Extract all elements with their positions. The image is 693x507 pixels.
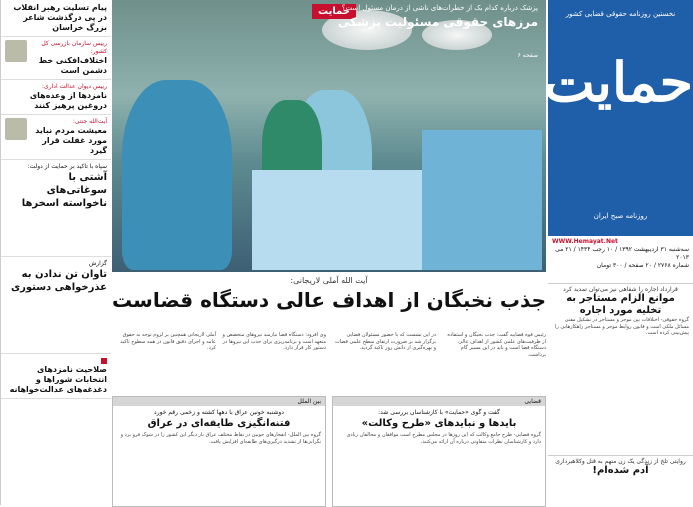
news-kicker: رییس سازمان بازرسی کل کشور:	[41, 40, 107, 55]
news-item[interactable]	[1, 37, 111, 80]
news-headline: تاوان تن ندادن به عذرخواهی دستوری	[10, 269, 107, 293]
news-kicker: آیت‌الله جنتی:	[72, 118, 107, 125]
person-photo	[5, 40, 27, 62]
news-headline: اختلاف‌افکنی خط دشمن است	[38, 56, 107, 75]
news-item[interactable]	[1, 160, 111, 257]
story-headline: فتنه‌انگیزی طایفه‌ای در عراق	[147, 418, 291, 429]
photo-headline: مرزهای حقوقی مسئولیت پزشکی	[337, 15, 538, 29]
story-headline: بایدها و نبایدهای «طرح وکالت»	[361, 418, 517, 429]
news-item[interactable]	[1, 0, 111, 37]
masthead-tagline: نخستین روزنامه حقوقی قضایی کشور	[565, 10, 676, 18]
surgeon-figure	[122, 80, 232, 270]
news-item[interactable]	[1, 354, 111, 399]
main-column	[112, 0, 546, 505]
lead-body	[112, 332, 546, 392]
news-headline: آدم شده‌ام!	[592, 465, 649, 476]
lead-story[interactable]	[112, 276, 546, 313]
lead-text-col: آملی لاریجانی همچنین بر لزوم توجه به حقوق عامه و اجرای دقیق قانون در همه سطوح تاکید کرد.	[120, 332, 216, 351]
issue-date: سه‌شنبه ۳۱ اردیبهشت ۱۳۹۲ / ۱۰ رجب ۱۴۳۴ / ۲۱ می ۲۰۱۳	[555, 246, 689, 261]
lead-text-col: وی افزود: دستگاه قضا نیازمند نیروهای متخصص و متعهد است و برنامه‌ریزی برای جذب این نیروها در دستور کار قرار دارد.	[222, 332, 326, 351]
news-headline: آشتی با سوغاتی‌های ناخواسته‌ اسخرها	[21, 172, 107, 209]
right-column	[543, 0, 693, 505]
news-item[interactable]	[1, 115, 111, 160]
photo-caption	[308, 4, 538, 29]
lead-headline: جذب نخبگان از اهداف عالی دستگاه قضاست	[112, 288, 546, 312]
news-kicker: سپاه با تاکید بر حمایت از دولت:	[27, 163, 107, 170]
news-kicker: رییس دیوان عدالت اداری:	[41, 83, 107, 90]
right-news-item[interactable]	[548, 455, 693, 505]
story-body: گروه بین الملل- انفجارهای خونین در نقاط مختلف عراق بار دیگر این کشور را در شوک فرو برد و نگرانی‌ها از تشدید درگیری‌های طایفه‌ای افزایش یافت.	[120, 432, 321, 445]
news-kicker: قرارداد اجاره را شفاهی نیز می‌توان تمدید کرد	[563, 286, 678, 293]
section-bar: بین الملل	[113, 397, 325, 406]
photo-kicker: پزشک درباره کدام بک از خطرات‌های ناشی از درمان مسئول است؟	[341, 4, 538, 12]
story-box-legal[interactable]	[332, 396, 546, 507]
right-news-item[interactable]	[548, 283, 693, 453]
lead-text-col: در این نشست که با حضور مسئولان قضایی برگزار شد بر ضرورت ارتقای سطح علمی قضات و بهره‌گیری از دانش روز تاکید گردید.	[334, 332, 436, 351]
story-kicker: دوشنبه خونین عراق با دهها کشته و زخمی رقم خورد	[154, 409, 284, 416]
story-box-international[interactable]	[112, 396, 326, 507]
issue-meta	[548, 236, 693, 272]
news-headline: صلاحیت نامزدهای انتخابات شوراها و دغدغه‌های عدالت‌خواهانه	[9, 365, 107, 394]
section-bar: قضایی	[333, 397, 545, 406]
story-kicker: گفت و گوی «حمایت» با کارشناسان بررسی شد:	[378, 409, 500, 416]
page-ref: صفحه ۶	[517, 52, 538, 59]
left-news-column	[0, 0, 111, 505]
news-headline: پیام تسلیت رهبر انقلاب در پی درگذشت شاعر بزرگ خراسان	[13, 3, 107, 32]
masthead	[543, 0, 693, 236]
news-body: گروه حقوقی- اختلافات بین موجر و مستاجر در تشکیل مفتی مسائل ملکی است و قانون روابط موجر و مستاجر راهکارهایی را پیش‌بینی کرده است.	[554, 317, 689, 336]
story-body: گروه قضایی- طرح جامع وکالت که این روزها در مجلس مطرح است موافقان و مخالفان زیادی دارد و کارشناسان نظرات متفاوتی درباره آن ارائه می‌کنند.	[346, 432, 541, 445]
newspaper-logo: حمایت	[543, 50, 693, 114]
surgical-drape	[422, 130, 542, 270]
lead-text-col: رئیس قوه قضاییه گفت: جذب نخبگان و استفاده از ظرفیت‌های علمی کشور از اهداف عالی دستگاه قضا است و باید در این مسیر گام برداشت.	[447, 332, 546, 358]
person-photo	[5, 118, 27, 140]
news-kicker: گزارش	[88, 260, 107, 267]
news-headline: معیشت مردم نباید مورد غفلت قرار گیرد	[35, 126, 107, 155]
issue-number: شماره ۲۷۶۸ / ۲۰ صفحه / ۳۰۰ تومان	[596, 262, 689, 269]
news-item[interactable]	[1, 80, 111, 115]
section-tag: حمایت	[312, 4, 356, 19]
masthead-subtitle: روزنامه صبح ایران	[593, 212, 648, 220]
news-item[interactable]	[1, 257, 111, 354]
news-headline: موانع الزام مستاجر به تخلیه مورد اجاره	[566, 293, 675, 316]
news-kicker: روایتی تلخ از زندگی یک زن متهم به قتل وکلاهبرداری	[555, 458, 686, 465]
bullet-icon	[101, 358, 107, 364]
lead-photo[interactable]	[112, 0, 546, 272]
lead-kicker: آیت الله آملی لاریجانی:	[290, 276, 368, 285]
website-link[interactable]: WWW.Hemayat.Net	[552, 238, 618, 245]
news-headline: نامزدها از وعده‌های دروغین پرهیز کنند	[29, 91, 107, 110]
